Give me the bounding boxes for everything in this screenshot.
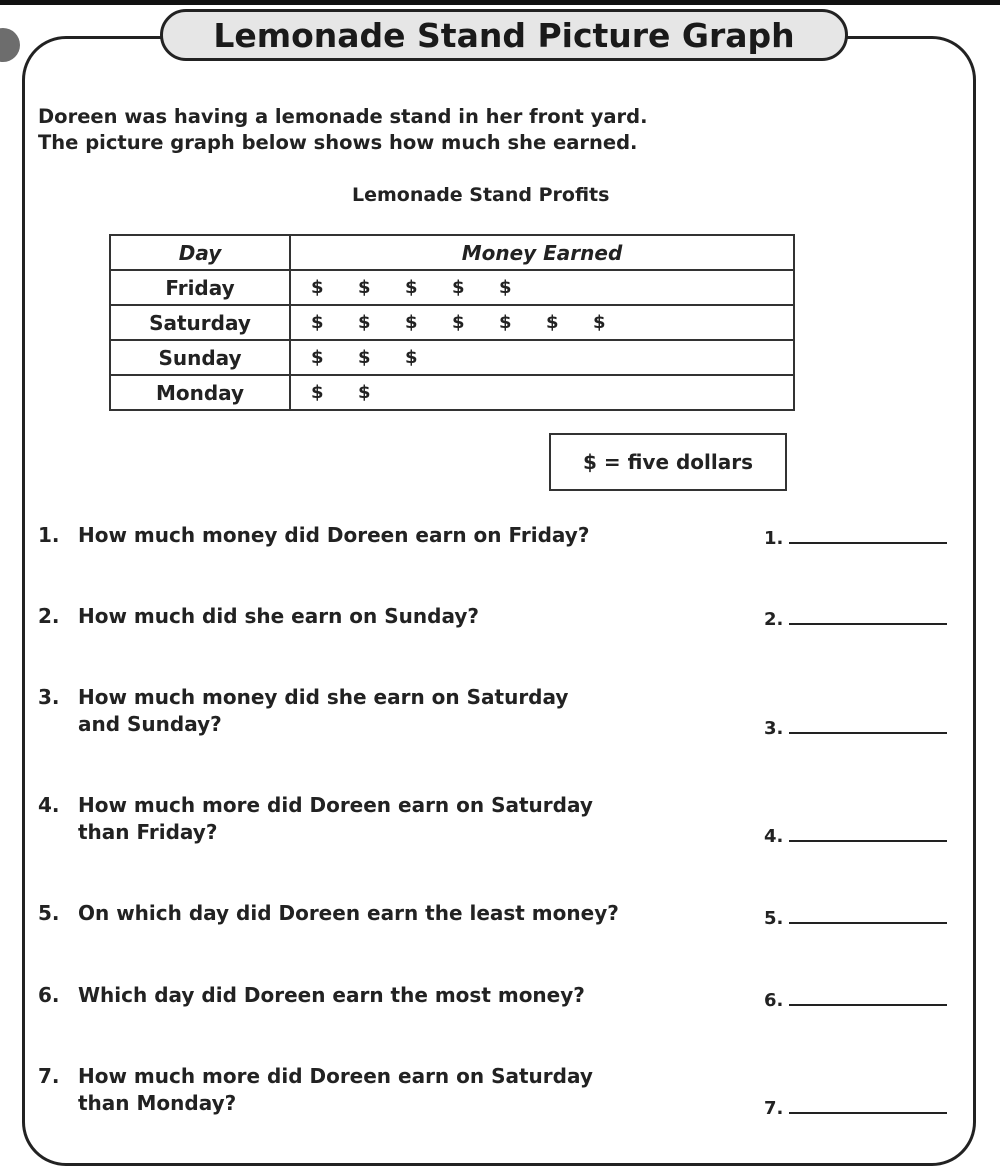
question-text: On which day did Doreen earn the least money? [78,901,619,925]
answer-label: 2. [764,609,784,630]
answer-label: 4. [764,826,784,847]
question-number: 6. [38,983,60,1007]
question-text: How much more did Doreen earn on Saturday [78,1064,593,1088]
answer-2 [764,605,947,630]
question-text: Which day did Doreen earn the most money? [78,983,585,1007]
day-label: Sunday [110,340,290,375]
dollar-symbol: $ [358,347,371,368]
money-cell [290,340,794,375]
question-text: How much did she earn on Sunday? [78,604,479,628]
answer-1 [764,524,947,549]
question-text: How much money did she earn on Saturday [78,685,569,709]
answer-label: 5. [764,908,784,929]
answer-blank[interactable] [789,524,947,544]
question-number: 2. [38,604,60,628]
dollar-symbol: $ [499,312,512,333]
chart-title: Lemonade Stand Profits [352,184,610,206]
question-number: 7. [38,1064,60,1088]
question-text: How much money did Doreen earn on Friday? [78,523,590,547]
question-7 [38,1063,593,1117]
column-header-money: Money Earned [290,235,794,270]
question-number: 5. [38,901,60,925]
legend-key: $ = five dollars [549,433,787,491]
answer-4 [764,822,947,847]
table-row [110,375,794,410]
question-number: 1. [38,523,60,547]
money-cell [290,270,794,305]
question-number: 4. [38,793,60,817]
picture-graph-table [109,234,795,411]
table-header-row [110,235,794,270]
question-6 [38,982,585,1009]
question-text-line-2: and Sunday? [78,712,222,736]
day-label: Saturday [110,305,290,340]
question-4 [38,792,593,846]
dollar-symbol: $ [546,312,559,333]
answer-blank[interactable] [789,986,947,1006]
intro-line-2: The picture graph below shows how much she earned. [38,131,638,154]
corner-badge-icon [0,28,20,62]
answer-3 [764,714,947,739]
column-header-day: Day [110,235,290,270]
intro-text [38,104,647,156]
dollar-symbol: $ [358,312,371,333]
table-row [110,340,794,375]
day-label: Friday [110,270,290,305]
dollar-symbol: $ [593,312,606,333]
question-5 [38,900,619,927]
table-row [110,305,794,340]
dollar-symbol: $ [405,347,418,368]
worksheet-title: Lemonade Stand Picture Graph [160,9,848,61]
answer-blank[interactable] [789,605,947,625]
dollar-symbol: $ [499,277,512,298]
answer-blank[interactable] [789,1094,947,1114]
dollar-symbol: $ [358,382,371,403]
dollar-symbol: $ [311,382,324,403]
answer-label: 6. [764,990,784,1011]
question-text-line-2: than Friday? [78,820,218,844]
answer-6 [764,986,947,1011]
question-number: 3. [38,685,60,709]
answer-7 [764,1094,947,1119]
dollar-symbol: $ [405,277,418,298]
question-2 [38,603,479,630]
question-3 [38,684,568,738]
answer-5 [764,904,947,929]
dollar-symbol: $ [452,312,465,333]
money-cell [290,375,794,410]
dollar-symbol: $ [405,312,418,333]
answer-blank[interactable] [789,822,947,842]
answer-label: 3. [764,718,784,739]
dollar-symbol: $ [311,347,324,368]
question-text: How much more did Doreen earn on Saturday [78,793,593,817]
answer-label: 1. [764,528,784,549]
money-cell [290,305,794,340]
table-row [110,270,794,305]
question-text-line-2: than Monday? [78,1091,237,1115]
dollar-symbol: $ [358,277,371,298]
top-border-line [0,0,1000,5]
intro-line-1: Doreen was having a lemonade stand in her front yard. [38,105,648,128]
answer-blank[interactable] [789,714,947,734]
dollar-symbol: $ [311,277,324,298]
day-label: Monday [110,375,290,410]
dollar-symbol: $ [452,277,465,298]
dollar-symbol: $ [311,312,324,333]
answer-label: 7. [764,1098,784,1119]
answer-blank[interactable] [789,904,947,924]
question-1 [38,522,589,549]
